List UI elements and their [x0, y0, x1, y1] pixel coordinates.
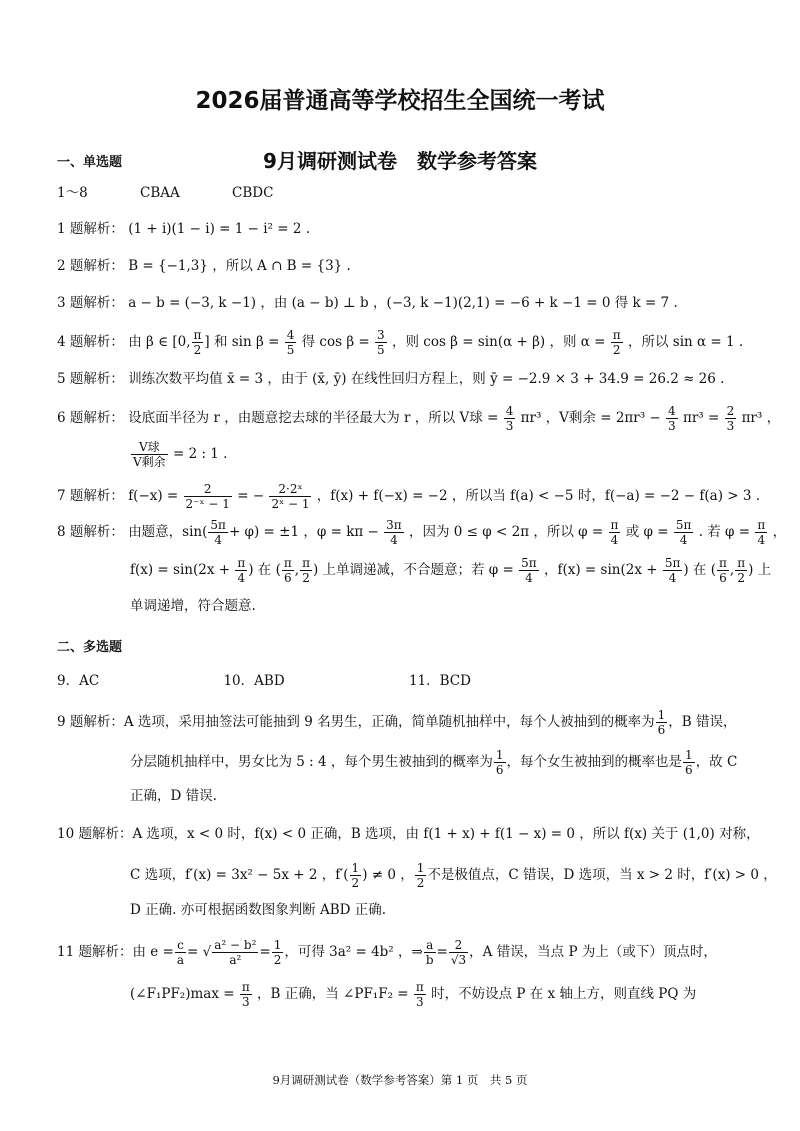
solution-text: ] 和 sin β = — [204, 334, 280, 350]
exam-subtitle: 9月调研测试卷 数学参考答案 — [263, 149, 537, 173]
fraction: $\frac{\pi}{2}$ — [612, 328, 621, 357]
solution-q7 — [57, 482, 761, 511]
solution-q10-line2 — [130, 861, 777, 890]
fraction: $\frac{\pi}{3}$ — [241, 980, 250, 1009]
fraction: $\frac{a}{b}$ — [425, 938, 434, 967]
solution-text: D 正确. 亦可根据函数图象判断 ABD 正确. — [130, 902, 387, 918]
solution-q8 — [57, 518, 787, 547]
fraction: $\frac{\pi}{4}$ — [610, 518, 619, 547]
solution-text: πr³ ，V剩余 = 2πr³ − — [520, 410, 661, 426]
solution-text: ，故 C — [695, 754, 738, 770]
solution-text: 得 cos β = — [301, 334, 370, 350]
solution-text: 由 e = — [132, 944, 174, 960]
solution-q6 — [57, 404, 781, 433]
fraction: $\frac{1}{6}$ — [495, 748, 504, 777]
solution-text: f(−x) = — [128, 488, 179, 504]
fraction: $\frac{3}{5}$ — [377, 328, 385, 357]
answers-1-4: CBAA — [139, 185, 180, 201]
fraction: $\frac{\pi}{2}$ — [302, 556, 310, 585]
solution-q3 — [57, 293, 748, 313]
answers-5-8: CBDC — [232, 185, 274, 201]
fraction: $\frac{1}{6}$ — [685, 748, 693, 777]
solution-q10-line3 — [130, 900, 748, 920]
solution-text: ，则 cos β = sin(α + β) ，则 α = — [391, 334, 606, 350]
fraction: $\frac{\pi}{4}$ — [757, 518, 766, 547]
solution-text: 由 β ∈ [0, — [128, 334, 191, 350]
fraction: $\frac{1}{2}$ — [351, 861, 360, 890]
fraction: $\frac{4}{3}$ — [668, 404, 676, 433]
exam-title: 2026届普通高等学校招生全国统一考试 — [195, 88, 605, 114]
solution-text: 不是极值点，C 错误，D 选项，当 x > 2 时，f′(x) > 0 ， — [427, 867, 777, 883]
fraction: $\frac{\pi}{6}$ — [719, 556, 727, 585]
solution-label: 6 题解析： — [57, 410, 124, 426]
solution-text: f(x) = sin(2x + — [130, 562, 231, 578]
fraction: $\frac{1}{6}$ — [657, 708, 666, 737]
solution-text: ) ≠ 0 ， — [362, 867, 414, 883]
fraction: $\frac{1}{2}$ — [416, 861, 425, 890]
solution-text: ，B 错误， — [668, 714, 737, 730]
solution-text: . 若 φ = — [698, 524, 751, 540]
solution-q9 — [57, 708, 748, 737]
fraction: $\frac{5\pi}{4}$ — [210, 518, 226, 547]
solution-text: (∠F₁PF₂)max = — [130, 986, 235, 1002]
solution-q10 — [57, 824, 760, 844]
solution-text: ) 在 ( — [248, 562, 281, 578]
solution-text: 训练次数平均值 x̄ = 3 ，由于 (x̄, ȳ) 在线性回归方程上，则 ȳ = −2.9 × 3 + 34.9 = 26.2 ≈ 26 . — [128, 371, 725, 387]
answer-q11: 11．BCD — [408, 673, 471, 689]
solution-text: πr³ ， — [741, 410, 781, 426]
answer-q9: 9．AC — [57, 673, 100, 689]
solution-text: ， — [772, 524, 787, 540]
fraction: $\frac{4}{5}$ — [286, 328, 295, 357]
solution-text: πr³ = — [682, 410, 720, 426]
solution-label: 9 题解析： — [57, 714, 124, 730]
fraction: $\frac{\pi}{4}$ — [237, 556, 246, 585]
solution-text: 单调递增，符合题意. — [130, 598, 256, 614]
fraction: $\frac{\text{2·2ˣ}}{\text{2ˣ − 1}}$ — [271, 482, 310, 511]
solution-label: 1 题解析： — [57, 221, 124, 237]
solution-q4 — [57, 328, 748, 357]
solution-text: ，f(x) + f(−x) = −2 ，所以当 f(a) < −5 时，f(−a) = −2 − f(a) > 3 . — [316, 488, 761, 504]
solution-text: 或 φ = — [625, 524, 669, 540]
fraction: $\frac{5\pi}{4}$ — [521, 556, 537, 585]
fraction: $\frac{2}{\text{2⁻ˣ − 1}}$ — [185, 482, 230, 511]
solution-q11-line2 — [130, 980, 748, 1009]
fraction: $\frac{3\pi}{4}$ — [386, 518, 402, 547]
solution-q9-line2 — [130, 748, 748, 777]
fraction: $\frac{2}{3}$ — [726, 404, 735, 433]
fraction: $\frac{\text{V球}}{\text{V剩余}}$ — [133, 440, 166, 469]
solution-text: ，f(x) = sin(2x + — [543, 562, 658, 578]
solution-label: 11 题解析： — [57, 944, 133, 960]
single-choice-answers — [57, 183, 748, 203]
fraction: $\frac{\pi}{6}$ — [283, 556, 292, 585]
solution-text: ，A 错误，当点 P 为上（或下）顶点时， — [469, 944, 717, 960]
solution-text: , — [729, 562, 735, 578]
solution-label: 8 题解析： — [57, 524, 124, 540]
fraction: $\frac{5\pi}{4}$ — [664, 556, 681, 585]
solution-q1 — [57, 219, 748, 239]
fraction: $\frac{\pi}{2}$ — [193, 328, 202, 357]
section-multi-choice-heading: 二、多选题 — [57, 640, 123, 655]
solution-q9-line3 — [130, 786, 748, 806]
solution-text: B = {−1,3} ，所以 A ∩ B = {3} . — [128, 258, 351, 274]
solution-q2 — [57, 256, 748, 276]
solution-text: + φ) = ±1 ，φ = kπ − — [228, 524, 379, 540]
solution-label: 4 题解析： — [57, 334, 124, 350]
solution-text: = − — [237, 488, 265, 504]
solution-text: ，因为 0 ≤ φ < 2π ，所以 φ = — [408, 524, 604, 540]
solution-text: 由题意，sin( — [128, 524, 208, 540]
solution-text: ) 上 — [748, 562, 772, 578]
solution-text: ，每个女生被抽到的概率也是 — [506, 754, 683, 770]
solution-q8-line2 — [130, 556, 772, 585]
fraction: $\frac{1}{2}$ — [273, 938, 282, 967]
answer-range: 1～8 — [57, 185, 88, 201]
solution-label: 5 题解析： — [57, 371, 124, 387]
solution-text: = √ — [187, 944, 212, 960]
fraction: $\frac{\pi}{3}$ — [415, 980, 424, 1009]
solution-text: C 选项，f′(x) = 3x² − 5x + 2 ，f′( — [130, 867, 349, 883]
solution-text: ，可得 3a² = 4b² ，⇒ — [284, 944, 423, 960]
solution-text: ) 在 ( — [683, 562, 716, 578]
solution-label: 3 题解析： — [57, 295, 124, 311]
fraction: $\frac{5\pi}{4}$ — [675, 518, 692, 547]
fraction: $\frac{\text{a² − b²}}{\text{a²}}$ — [214, 938, 257, 967]
solution-text: = — [259, 944, 271, 960]
solution-text: 时，不妨设点 P 在 x 轴上方，则直线 PQ 为 — [431, 986, 697, 1002]
fraction: $\frac{4}{3}$ — [505, 404, 514, 433]
solution-text: ，所以 sin α = 1 . — [627, 334, 744, 350]
solution-text: (1 + i)(1 − i) = 1 − i² = 2 . — [128, 221, 311, 237]
solution-label: 2 题解析： — [57, 258, 124, 274]
solution-text: ，B 正确，当 ∠PF₁F₂ = — [257, 986, 409, 1002]
solution-text: = — [436, 944, 448, 960]
solution-text: 设底面半径为 r ，由题意挖去球的半径最大为 r ，所以 V球 = — [128, 410, 499, 426]
solution-text: 分层随机抽样中，男女比为 5 : 4 ，每个男生被抽到的概率为 — [130, 754, 493, 770]
solution-q8-line3 — [130, 596, 748, 616]
solution-label: 7 题解析： — [57, 488, 124, 504]
solution-label: 10 题解析： — [57, 826, 133, 842]
answer-q10: 10．ABD — [223, 673, 285, 689]
solution-text: a − b = (−3, k −1) ，由 (a − b) ⊥ b ，(−3, k −1)(2,1) = −6 + k −1 = 0 得 k = 7 . — [128, 295, 678, 311]
multi-choice-answers — [57, 671, 748, 691]
solution-q5 — [57, 369, 748, 389]
solution-text: ) 上单调递减，不合题意；若 φ = — [312, 562, 514, 578]
solution-text: , — [294, 562, 300, 578]
solution-text: A 选项，采用抽签法可能抽到 9 名男生，正确，简单随机抽样中，每个人被抽到的概率为 — [123, 714, 655, 730]
solution-text: 正确，D 错误. — [130, 788, 217, 804]
solution-text: = 2 : 1 . — [172, 446, 228, 462]
page-footer: 9月调研测试卷（数学参考答案）第 1 页 共 5 页 — [272, 1073, 528, 1087]
solution-text: A 选项，x < 0 时，f(x) < 0 正确，B 选项，由 f(1 + x) + f(1 − x) = 0 ，所以 f(x) 关于 (1,0) 对称， — [132, 826, 760, 842]
section-single-choice-heading: 一、单选题 — [57, 155, 123, 170]
solution-q11 — [57, 938, 748, 967]
fraction: $\frac{c}{a}$ — [176, 938, 185, 967]
fraction: $\frac{\pi}{2}$ — [737, 556, 746, 585]
solution-q6-line2 — [130, 440, 748, 469]
fraction: $\frac{2}{√3}$ — [450, 938, 467, 967]
